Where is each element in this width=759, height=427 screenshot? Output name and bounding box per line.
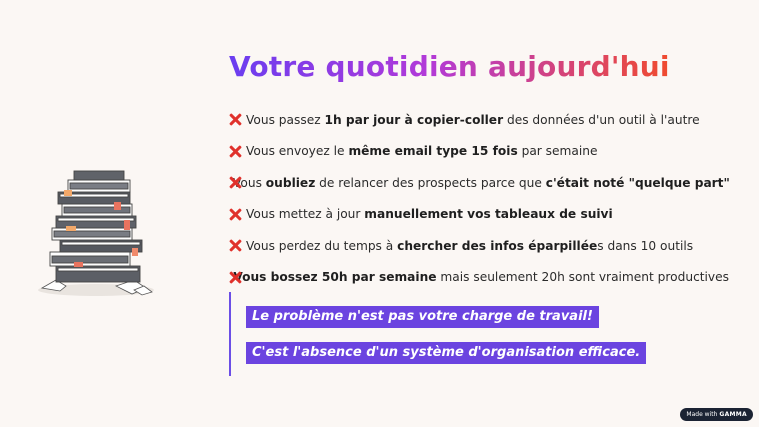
list-item-text xyxy=(246,239,693,253)
plain-text: par semaine xyxy=(517,144,598,159)
emphasis-text: 1h par jour à copier-coller xyxy=(324,112,504,127)
list-item xyxy=(229,262,729,294)
plain-text: s dans 10 outils xyxy=(597,238,694,253)
list-item xyxy=(229,199,729,231)
pain-points-list xyxy=(229,104,729,293)
list-item xyxy=(229,230,729,262)
emphasis-text: même email type 15 fois xyxy=(348,144,518,159)
badge-brand: GAMMA xyxy=(719,411,747,418)
list-item-text xyxy=(246,207,613,221)
plain-text: Vous envoyez le xyxy=(246,144,349,159)
cross-icon xyxy=(229,239,242,252)
made-with-gamma-badge[interactable] xyxy=(680,408,753,421)
plain-text: des données d'un outil à l'autre xyxy=(503,112,700,127)
list-item xyxy=(229,104,729,136)
plain-text: de relancer des prospects parce que xyxy=(315,175,546,190)
paper-stack-illustration xyxy=(34,168,164,300)
emphasis-text: oubliez xyxy=(265,175,316,190)
list-item xyxy=(229,136,729,168)
list-item xyxy=(229,167,729,199)
plain-text: Vous mettez à jour xyxy=(246,207,365,222)
badge-prefix: Made with xyxy=(686,411,718,418)
callout-line-1: Le problème n'est pas votre charge de travail! xyxy=(246,306,599,328)
plain-text: mais seulement 20h sont vraiment productives xyxy=(436,270,729,285)
cross-icon xyxy=(229,113,242,126)
emphasis-text: c'était noté "quelque part" xyxy=(545,175,730,190)
list-item-text xyxy=(233,270,729,284)
page-title: Votre quotidien aujourd'hui xyxy=(229,50,670,83)
cross-icon xyxy=(229,208,242,221)
emphasis-text: Vous bossez 50h par semaine xyxy=(233,270,437,285)
plain-text: Vous passez xyxy=(246,112,325,127)
plain-text: Vous xyxy=(233,175,266,190)
list-item-text xyxy=(233,176,730,190)
emphasis-text: manuellement vos tableaux de suivi xyxy=(364,207,613,222)
emphasis-text: chercher des infos éparpillée xyxy=(397,238,598,253)
plain-text: Vous perdez du temps à xyxy=(246,238,398,253)
list-item-text xyxy=(246,144,597,158)
list-item-text xyxy=(246,113,700,127)
cross-icon xyxy=(229,145,242,158)
callout-accent-bar xyxy=(229,292,231,376)
callout-line-2: C'est l'absence d'un système d'organisation efficace. xyxy=(246,342,646,364)
